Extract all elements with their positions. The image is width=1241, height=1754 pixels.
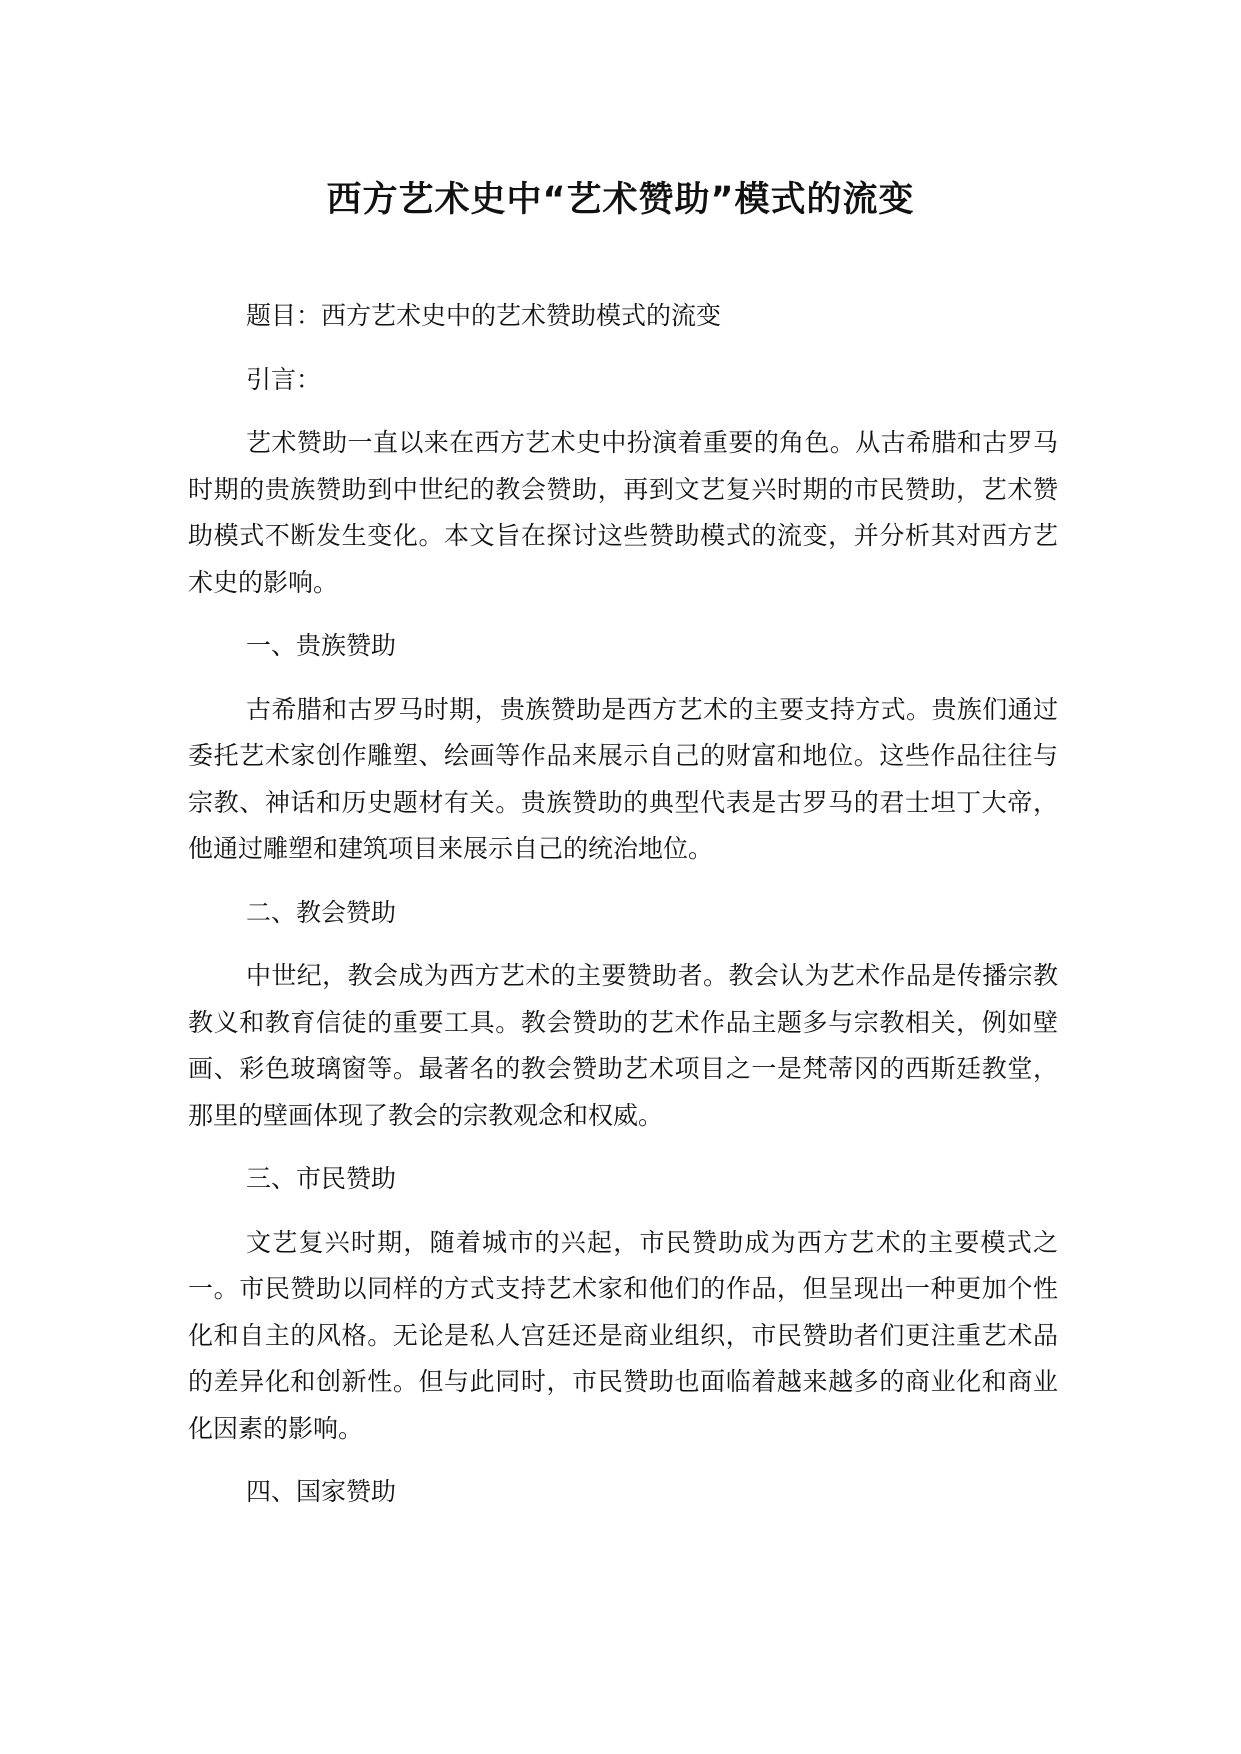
section-heading-nobility: 一、贵族赞助 [246,631,397,660]
section-paragraph-citizen: 文艺复兴时期，随着城市的兴起，市民赞助成为西方艺术的主要模式之一。市民赞助以同样的方式支持艺术家和他们的作品，但呈现出一种更加个性化和自主的风格。无论是私人宫廷还是商业组织，市民赞助者们更注重艺术品的差异化和创新性。但与此同时，市民赞助也面临着越来越多的商业化和商业化因素的影响。 [188,1227,1058,1443]
document-title: 西方艺术史中“艺术赞助”模式的流变 [326,180,915,220]
topic-line: 题目：西方艺术史中的艺术赞助模式的流变 [246,301,722,330]
section-heading-church: 二、教会赞助 [246,897,397,927]
document-body [188,293,1058,1533]
section-paragraph-church: 中世纪，教会成为西方艺术的主要赞助者。教会认为艺术作品是传播宗教教义和教育信徒的重要工具。教会赞助的艺术作品主题多与宗教相关，例如壁画、彩色玻璃窗等。最著名的教会赞助艺术项目之一是梵蒂冈的西斯廷教堂，那里的壁画体现了教会的宗教观念和权威。 [188,961,1058,1130]
section-paragraph-nobility: 古希腊和古罗马时期，贵族赞助是西方艺术的主要支持方式。贵族们通过委托艺术家创作雕塑、绘画等作品来展示自己的财富和地位。这些作品往往与宗教、神话和历史题材有关。贵族赞助的典型代表是古罗马的君士坦丁大帝，他通过雕塑和建筑项目来展示自己的统治地位。 [188,694,1058,863]
intro-label: 引言： [246,364,322,394]
section-heading-state: 四、国家赞助 [246,1477,397,1506]
section-heading-citizen: 三、市民赞助 [246,1164,397,1193]
intro-paragraph: 艺术赞助一直以来在西方艺术史中扮演着重要的角色。从古希腊和古罗马时期的贵族赞助到中世纪的教会赞助，再到文艺复兴时期的市民赞助，艺术赞助模式不断发生变化。本文旨在探讨这些赞助模式的流变，并分析其对西方艺术史的影响。 [188,428,1058,597]
